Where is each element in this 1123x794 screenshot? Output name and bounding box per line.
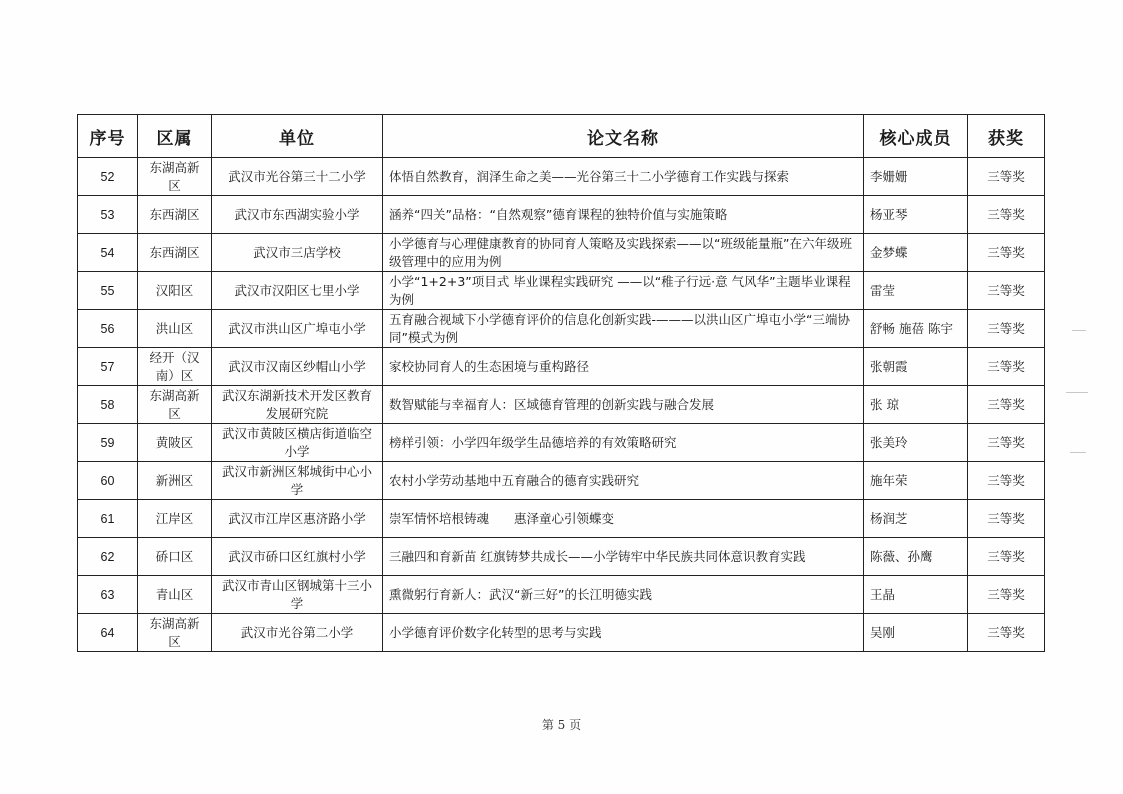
table-row [78,576,1045,614]
cell-members: 施年荣 [864,462,968,500]
cell-award: 三等奖 [968,348,1045,386]
award-table [77,114,1045,652]
cell-award: 三等奖 [968,424,1045,462]
table-header-row [78,115,1045,158]
cell-no: 55 [78,272,138,310]
table-row [78,424,1045,462]
cell-unit: 武汉市东西湖实验小学 [212,196,383,234]
cell-district: 汉阳区 [138,272,212,310]
scan-artifact-line [1066,392,1088,393]
cell-title: 熏微躬行育新人：武汉“新三好”的长江明德实践 [383,576,864,614]
cell-award: 三等奖 [968,158,1045,196]
cell-title: 三融四和育新苗 红旗铸梦共成长——小学铸牢中华民族共同体意识教育实践 [383,538,864,576]
cell-award: 三等奖 [968,462,1045,500]
table-row [78,348,1045,386]
cell-title: 崇军情怀培根铸魂 惠泽童心引领蝶变 [383,500,864,538]
table-row [78,500,1045,538]
cell-unit: 武汉市新洲区邾城街中心小学 [212,462,383,500]
cell-district: 东湖高新区 [138,614,212,652]
cell-members: 张美玲 [864,424,968,462]
cell-district: 新洲区 [138,462,212,500]
cell-title: 小学“1+2+3”项目式 毕业课程实践研究 ——以“稚子行远·意 气风华”主题毕业课程为例 [383,272,864,310]
cell-unit: 武汉东湖新技术开发区教育发展研究院 [212,386,383,424]
cell-no: 64 [78,614,138,652]
cell-title: 家校协同育人的生态困境与重构路径 [383,348,864,386]
cell-no: 58 [78,386,138,424]
cell-district: 经开（汉南）区 [138,348,212,386]
header-award: 获奖 [968,115,1045,158]
cell-members: 王晶 [864,576,968,614]
cell-no: 61 [78,500,138,538]
cell-award: 三等奖 [968,196,1045,234]
cell-no: 54 [78,234,138,272]
cell-unit: 武汉市三店学校 [212,234,383,272]
table-row [78,234,1045,272]
cell-district: 东湖高新区 [138,386,212,424]
cell-award: 三等奖 [968,576,1045,614]
page-number: 第 5 页 [541,718,582,732]
cell-no: 59 [78,424,138,462]
cell-no: 53 [78,196,138,234]
table-row [78,614,1045,652]
cell-district: 青山区 [138,576,212,614]
cell-award: 三等奖 [968,500,1045,538]
cell-unit: 武汉市汉南区纱帽山小学 [212,348,383,386]
cell-district: 硚口区 [138,538,212,576]
table-row [78,310,1045,348]
cell-unit: 武汉市汉阳区七里小学 [212,272,383,310]
cell-unit: 武汉市黄陂区横店街道临空小学 [212,424,383,462]
scan-artifact-line [1070,452,1086,453]
cell-members: 金梦蝶 [864,234,968,272]
cell-unit: 武汉市洪山区广埠屯小学 [212,310,383,348]
cell-members: 李姗姗 [864,158,968,196]
cell-no: 57 [78,348,138,386]
cell-unit: 武汉市江岸区惠济路小学 [212,500,383,538]
cell-title: 五育融合视域下小学德育评价的信息化创新实践-———以洪山区广埠屯小学“三端协同”模式为例 [383,310,864,348]
cell-members: 吴刚 [864,614,968,652]
cell-award: 三等奖 [968,614,1045,652]
cell-award: 三等奖 [968,310,1045,348]
cell-members: 舒畅 施蓓 陈宇 [864,310,968,348]
cell-members: 杨润芝 [864,500,968,538]
cell-district: 黄陂区 [138,424,212,462]
cell-unit: 武汉市硚口区红旗村小学 [212,538,383,576]
cell-members: 张朝霞 [864,348,968,386]
cell-award: 三等奖 [968,386,1045,424]
cell-title: 数智赋能与幸福育人：区域德育管理的创新实践与融合发展 [383,386,864,424]
header-members: 核心成员 [864,115,968,158]
cell-unit: 武汉市光谷第三十二小学 [212,158,383,196]
cell-title: 体悟自然教育，润泽生命之美——光谷第三十二小学德育工作实践与探索 [383,158,864,196]
cell-members: 杨亚琴 [864,196,968,234]
header-no: 序号 [78,115,138,158]
cell-district: 东湖高新区 [138,158,212,196]
table-row [78,272,1045,310]
cell-district: 东西湖区 [138,234,212,272]
cell-award: 三等奖 [968,272,1045,310]
table-row [78,538,1045,576]
cell-award: 三等奖 [968,234,1045,272]
header-title: 论文名称 [383,115,864,158]
cell-no: 56 [78,310,138,348]
header-district: 区属 [138,115,212,158]
table-row [78,196,1045,234]
cell-no: 63 [78,576,138,614]
cell-no: 60 [78,462,138,500]
cell-no: 62 [78,538,138,576]
cell-members: 张 琼 [864,386,968,424]
table-row [78,158,1045,196]
cell-title: 小学德育评价数字化转型的思考与实践 [383,614,864,652]
cell-title: 农村小学劳动基地中五育融合的德育实践研究 [383,462,864,500]
cell-members: 雷莹 [864,272,968,310]
cell-unit: 武汉市光谷第二小学 [212,614,383,652]
cell-no: 52 [78,158,138,196]
header-unit: 单位 [212,115,383,158]
cell-members: 陈薇、孙鹰 [864,538,968,576]
cell-award: 三等奖 [968,538,1045,576]
cell-district: 东西湖区 [138,196,212,234]
cell-title: 榜样引领：小学四年级学生品德培养的有效策略研究 [383,424,864,462]
cell-district: 洪山区 [138,310,212,348]
cell-title: 小学德育与心理健康教育的协同育人策略及实践探索——以“班级能量瓶”在六年级班级管理中的应用为例 [383,234,864,272]
cell-title: 涵养“四关”品格：“自然观察”德育课程的独特价值与实施策略 [383,196,864,234]
table-row [78,462,1045,500]
table-row [78,386,1045,424]
cell-district: 江岸区 [138,500,212,538]
cell-unit: 武汉市青山区钢城第十三小学 [212,576,383,614]
scan-artifact-line [1072,330,1086,331]
